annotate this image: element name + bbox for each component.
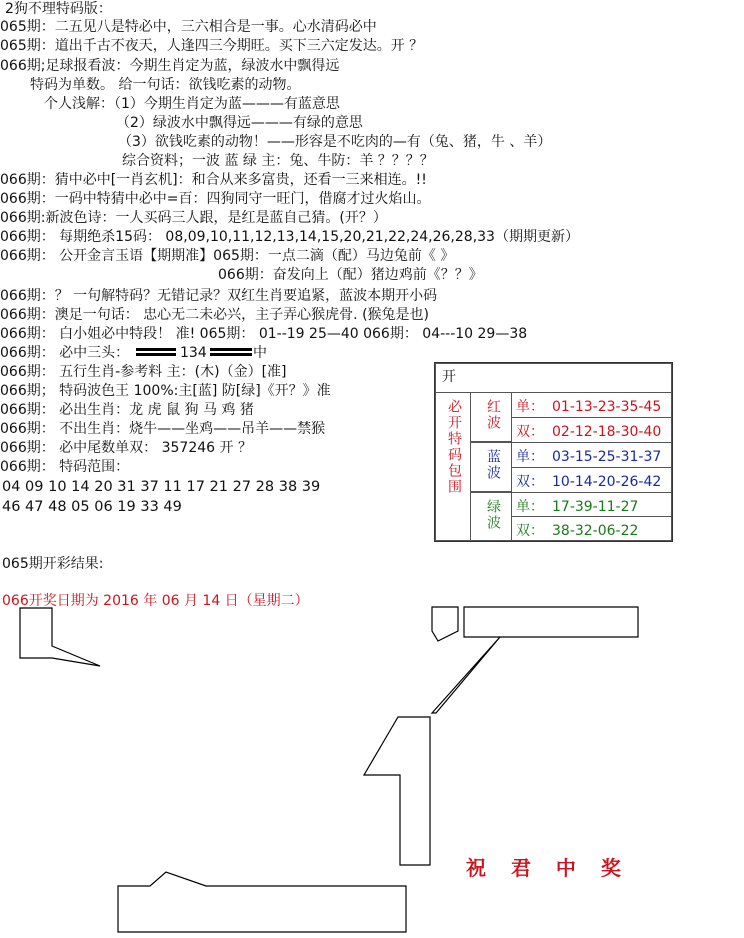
prediction-line: 066期： 不出生肖：烧牛——坐鸡——吊羊——禁猴 <box>0 421 326 437</box>
three-heads-suffix: 中 <box>253 345 267 361</box>
row-numbers: 38-32-06-22 <box>552 523 639 539</box>
prediction-line: 个人浅解：（1）今期生肖定为蓝———有蓝意思 <box>44 96 340 112</box>
callout-bottom <box>116 866 410 934</box>
row-key: 双： <box>516 474 544 490</box>
row-numbers: 03-15-25-31-37 <box>552 449 662 465</box>
prediction-line: 065期：二五见八是特必中，三六相合是一事。心水清码必中 <box>0 19 377 35</box>
wave-color-table <box>434 362 673 542</box>
prediction-line: 066期： 必中尾数单双： 357246 开 ？ <box>0 440 252 456</box>
row-key: 双： <box>516 523 544 539</box>
number-row <box>511 442 672 468</box>
table-side-label: 必开特码包围 <box>446 399 462 495</box>
table-open-label: 开 <box>442 369 456 385</box>
wave-label: 红波 <box>485 399 501 431</box>
prediction-line: 066期：奋发向上（配）猪边鸡前《？？》 <box>218 267 483 283</box>
three-heads-value: 134 <box>180 345 207 361</box>
number-row <box>511 516 672 541</box>
wave-label: 蓝波 <box>485 449 501 481</box>
congrats-text: 祝 君 中 奖 <box>466 856 630 880</box>
prediction-line: 066期：澳足一句话： 忠心无二未必兴，主子弄心猴虎骨. (猴兔是也) <box>0 307 429 323</box>
callout-left <box>18 606 108 670</box>
row-numbers: 10-14-20-26-42 <box>552 474 662 490</box>
table-open-cell <box>435 363 672 393</box>
wave-cell <box>470 392 512 442</box>
prediction-line: 特码为单数。 给一句话：欲钱吃素的动物。 <box>30 77 301 93</box>
wave-cell <box>470 442 512 492</box>
number-row <box>511 392 672 418</box>
prediction-line: 综合资料；一波 蓝 绿 主：兔、牛防：羊 ？？？？ <box>122 153 434 169</box>
prediction-line: 066期： 特码范围： <box>0 459 130 475</box>
wave-label: 绿波 <box>485 499 501 531</box>
draw-date: 066开奖日期为 2016 年 06 月 14 日（星期二） <box>2 593 309 609</box>
row-key: 单： <box>516 449 544 465</box>
table-side-cell <box>435 392 471 541</box>
three-heads-bars-right <box>210 346 252 358</box>
prediction-line: 065期：道出千古不夜天，人逢四三今期旺。买下三六定发达。开 ？ <box>0 38 424 54</box>
prediction-line: 066期：一码中特猜中必中=百：四狗同守一旺门，借腐才过火焰山。 <box>0 191 431 207</box>
prediction-line: 066期： 必中三头： <box>0 345 130 361</box>
callout-right <box>360 605 642 880</box>
prediction-line: 066期： 每期绝杀15码： 08,09,10,11,12,13,14,15,20,21,22,24,26,28,33（期期更新） <box>0 229 579 245</box>
prediction-line: 066期： 五行生肖-参考料 主：(木)（金）[准] <box>0 364 287 380</box>
wave-cell <box>470 492 512 541</box>
row-numbers: 17-39-11-27 <box>552 499 639 515</box>
prediction-line: 066期：猜中必中[一肖玄机]：和合从来多富贵，还看一三来相连。!! <box>0 172 427 188</box>
prediction-line: 066期:新波色诗：一人买码三人跟，是红是蓝自己猜。(开？） <box>0 210 387 226</box>
page-header: 2狗不理特码版： <box>5 1 112 17</box>
number-row <box>511 492 672 517</box>
prediction-line: 066期：？ 一句解特码？无错记录？双红生肖要追紧，蓝波本期开小码 <box>0 288 438 304</box>
range-line-1: 04 09 10 14 20 31 37 11 17 21 27 28 38 39 <box>2 479 321 495</box>
prediction-line: 066期； 特码波色王 100%:主[蓝] 防[绿]《开？》准 <box>0 383 331 399</box>
prediction-line: 066期： 公开金言玉语【期期准】065期：一点二滴（配）马边兔前《 》 <box>0 248 455 264</box>
prediction-line: （3）欲钱吃素的动物！——形容是不吃肉的—有（兔、猪，牛 、羊） <box>118 134 552 150</box>
number-row <box>511 467 672 493</box>
number-row <box>511 417 672 443</box>
result-label: 065期开彩结果: <box>2 556 104 572</box>
row-key: 双： <box>516 424 544 440</box>
row-numbers: 01-13-23-35-45 <box>552 399 662 415</box>
prediction-line: 066期： 必出生肖：龙 虎 鼠 狗 马 鸡 猪 <box>0 402 254 418</box>
prediction-line: 066期;足球报看波：今期生肖定为蓝，绿波水中飘得远 <box>0 58 340 74</box>
row-numbers: 02-12-18-30-40 <box>552 424 662 440</box>
prediction-line: （2）绿波水中飘得远———有绿的意思 <box>116 115 363 131</box>
prediction-line: 066期： 白小姐必中特段！ 准! 065期： 01--19 25—40 066期： 04---10 29—38 <box>0 326 528 342</box>
range-line-2: 46 47 48 05 06 19 33 49 <box>2 499 182 515</box>
three-heads-bars-left <box>136 346 176 358</box>
row-key: 单： <box>516 499 544 515</box>
row-key: 单： <box>516 399 544 415</box>
